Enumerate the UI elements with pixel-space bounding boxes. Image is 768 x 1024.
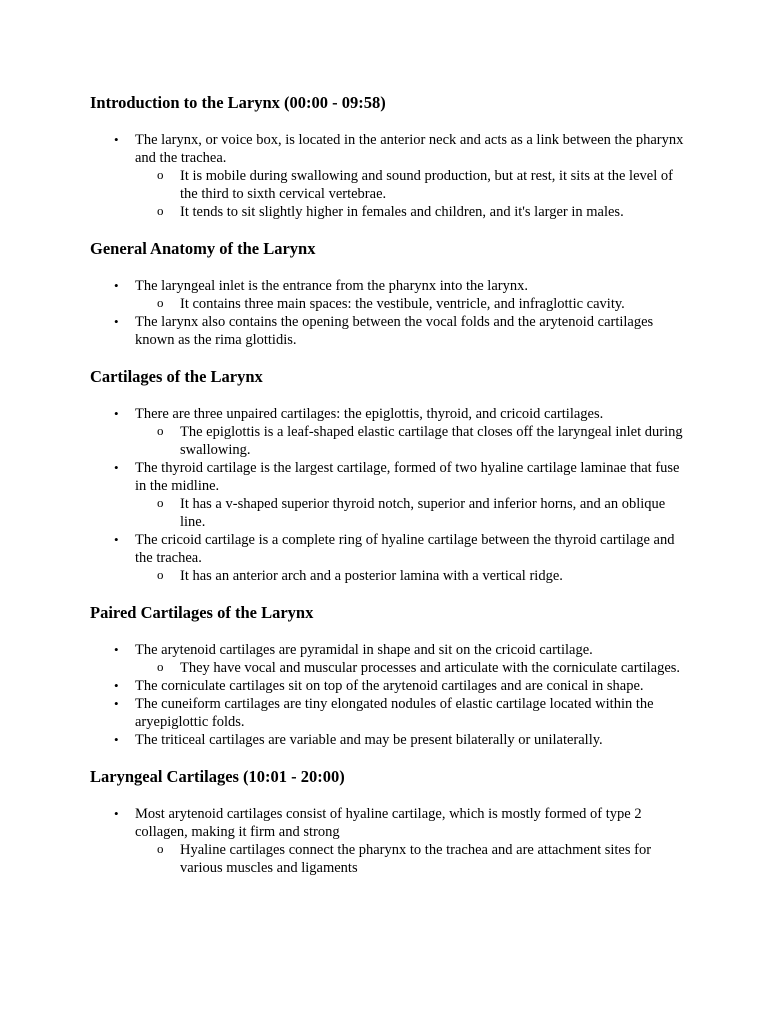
- section-heading: Paired Cartilages of the Larynx: [90, 603, 314, 622]
- sub-list-item-text: It has a v-shaped superior thyroid notch, superior and inferior horns, and an oblique line.: [180, 496, 666, 530]
- list-item: [90, 805, 690, 877]
- bullet-glyph: •: [114, 532, 119, 547]
- list-item: [90, 695, 690, 731]
- sub-list-item-text: It tends to sit slightly higher in females and children, and it's larger in males.: [180, 204, 624, 220]
- sub-list-item: [135, 295, 690, 313]
- list-item-text: Most arytenoid cartilages consist of hyaline cartilage, which is mostly formed of type 2 collagen, making it firm and strong: [135, 806, 642, 840]
- list-item-text: The arytenoid cartilages are pyramidal in shape and sit on the cricoid cartilage.: [135, 642, 593, 658]
- sub-list-item: [135, 659, 690, 677]
- bullet-glyph: •: [114, 678, 119, 693]
- sub-bullet-glyph: o: [157, 841, 164, 856]
- bullet-list: [90, 131, 690, 221]
- section-heading: Cartilages of the Larynx: [90, 367, 263, 386]
- sub-list-item-text: They have vocal and muscular processes and articulate with the corniculate cartilages.: [180, 660, 681, 676]
- sub-list-item: [135, 841, 690, 877]
- bullet-list: [90, 805, 690, 877]
- bullet-glyph: •: [114, 132, 119, 147]
- list-item-text: The laryngeal inlet is the entrance from the pharynx into the larynx.: [135, 278, 528, 294]
- sub-list: [135, 841, 690, 877]
- list-item: [90, 277, 690, 313]
- bullet-glyph: •: [114, 642, 119, 657]
- bullet-glyph: •: [114, 806, 119, 821]
- bullet-glyph: •: [114, 460, 119, 475]
- section-cartilages: [90, 367, 690, 585]
- section-heading: General Anatomy of the Larynx: [90, 239, 316, 258]
- bullet-glyph: •: [114, 696, 119, 711]
- list-item: [90, 677, 690, 695]
- sub-bullet-glyph: o: [157, 167, 164, 182]
- sub-list-item-text: It contains three main spaces: the vestibule, ventricle, and infraglottic cavity.: [180, 296, 625, 312]
- section-paired-cartilages: [90, 603, 690, 749]
- sub-list: [135, 659, 690, 677]
- list-item-text: The cricoid cartilage is a complete ring of hyaline cartilage between the thyroid cartilage and the trachea.: [135, 532, 675, 566]
- sub-list-item: [135, 203, 690, 221]
- bullet-glyph: •: [114, 732, 119, 747]
- list-item: [90, 641, 690, 677]
- sub-bullet-glyph: o: [157, 567, 164, 582]
- bullet-glyph: •: [114, 278, 119, 293]
- section-heading: Introduction to the Larynx (00:00 - 09:58): [90, 93, 386, 112]
- document-page: [90, 93, 690, 877]
- list-item-text: The triticeal cartilages are variable and may be present bilaterally or unilaterally.: [135, 732, 603, 748]
- list-item: [90, 731, 690, 749]
- sub-list: [135, 295, 690, 313]
- sub-list-item: [135, 495, 690, 531]
- bullet-glyph: •: [114, 314, 119, 329]
- sub-bullet-glyph: o: [157, 203, 164, 218]
- sub-list: [135, 167, 690, 221]
- sub-list-item-text: Hyaline cartilages connect the pharynx to the trachea and are attachment sites for various muscles and ligaments: [180, 842, 652, 876]
- section-introduction: [90, 93, 690, 221]
- section-heading: Laryngeal Cartilages (10:01 - 20:00): [90, 767, 345, 786]
- list-item-text: The larynx, or voice box, is located in the anterior neck and acts as a link between the pharynx and the trachea.: [135, 132, 684, 166]
- sub-list-item-text: It is mobile during swallowing and sound production, but at rest, it sits at the level of the third to sixth cervical vertebrae.: [180, 168, 673, 202]
- list-item: [90, 531, 690, 585]
- sub-list: [135, 495, 690, 531]
- bullet-list: [90, 277, 690, 349]
- bullet-list: [90, 641, 690, 749]
- list-item-text: The corniculate cartilages sit on top of the arytenoid cartilages and are conical in shape.: [135, 678, 644, 694]
- sub-list-item-text: The epiglottis is a leaf-shaped elastic cartilage that closes off the laryngeal inlet during swallowing.: [180, 424, 683, 458]
- sub-list-item: [135, 423, 690, 459]
- sub-list-item-text: It has an anterior arch and a posterior lamina with a vertical ridge.: [180, 568, 563, 584]
- sub-bullet-glyph: o: [157, 295, 164, 310]
- section-general-anatomy: [90, 239, 690, 349]
- section-laryngeal-cartilages: [90, 767, 690, 877]
- bullet-glyph: •: [114, 406, 119, 421]
- sub-list-item: [135, 567, 690, 585]
- list-item: [90, 313, 690, 349]
- bullet-list: [90, 405, 690, 585]
- sub-list: [135, 567, 690, 585]
- sub-list: [135, 423, 690, 459]
- list-item-text: There are three unpaired cartilages: the epiglottis, thyroid, and cricoid cartilages.: [135, 406, 604, 422]
- list-item-text: The cuneiform cartilages are tiny elongated nodules of elastic cartilage located within the aryepiglottic folds.: [135, 696, 654, 730]
- sub-bullet-glyph: o: [157, 659, 164, 674]
- sub-bullet-glyph: o: [157, 423, 164, 438]
- list-item: [90, 131, 690, 221]
- sub-list-item: [135, 167, 690, 203]
- sub-bullet-glyph: o: [157, 495, 164, 510]
- list-item: [90, 459, 690, 531]
- list-item: [90, 405, 690, 459]
- list-item-text: The thyroid cartilage is the largest cartilage, formed of two hyaline cartilage laminae that fuse in the midline.: [135, 460, 680, 494]
- list-item-text: The larynx also contains the opening between the vocal folds and the arytenoid cartilages known as the rima glottidis.: [135, 314, 654, 348]
